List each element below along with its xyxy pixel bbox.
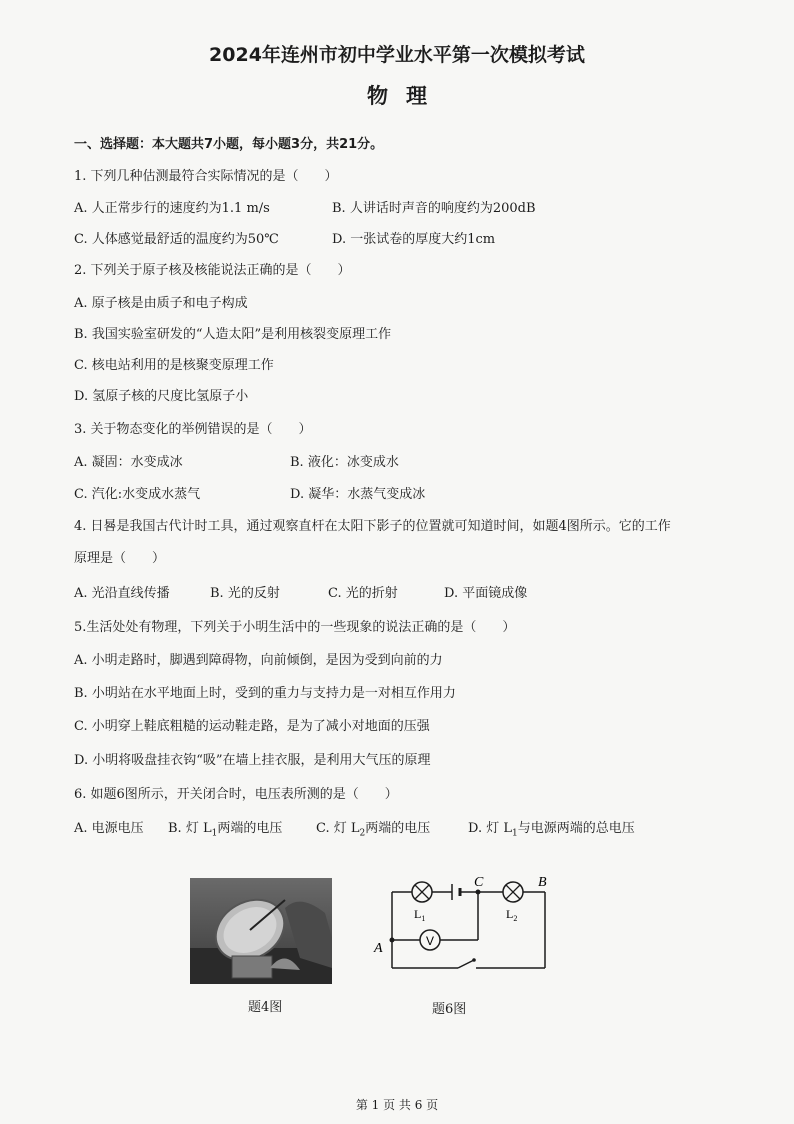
q5-option-a: A. 小明走路时，脚遇到障碍物，向前倾倒，是因为受到向前的力: [74, 653, 443, 668]
q4-option-c: C. 光的折射: [328, 586, 398, 601]
point-b-label: B: [538, 875, 547, 890]
subject-title: 物理: [367, 84, 445, 108]
voltmeter-label: V: [425, 934, 435, 948]
q2-option-c: C. 核电站利用的是核聚变原理工作: [74, 358, 274, 373]
switch-symbol: [472, 958, 476, 962]
junction-a: [390, 938, 395, 943]
q6-stem: 6. 如题6图所示，开关闭合时，电压表所测的是（ ）: [74, 787, 398, 802]
q6-option-c: C. 灯 $L_2$两端的电压: [316, 821, 431, 839]
point-c-label: C: [474, 875, 484, 890]
point-a-label: A: [374, 941, 383, 956]
q5-option-c: C. 小明穿上鞋底粗糙的运动鞋走路，是为了减小对地面的压强: [74, 719, 430, 734]
junction-c: [476, 890, 481, 895]
q5-option-d: D. 小明将吸盘挂衣钩“吸”在墙上挂衣服，是利用大气压的原理: [74, 753, 431, 768]
q4-stem-line2: 原理是（ ）: [74, 551, 166, 566]
q3-option-b: B. 液化：冰变成水: [290, 455, 399, 470]
l1-label: $L_1$: [414, 907, 426, 923]
battery-symbol: [452, 884, 460, 900]
section-heading: 一、选择题：本大题共7小题，每小题3分，共21分。: [74, 137, 384, 152]
q1-option-a: A. 人正常步行的速度约为1.1 m/s: [74, 201, 270, 216]
voltmeter-symbol: [420, 930, 440, 950]
q2-option-a: A. 原子核是由质子和电子构成: [74, 296, 248, 311]
q3-option-c: C. 汽化:水变成水蒸气: [74, 487, 201, 502]
q6-option-b: B. 灯 $L_1$两端的电压: [168, 821, 283, 839]
q1-option-b: B. 人讲话时声音的响度约为200dB: [332, 201, 536, 216]
figure-4-caption: 题4图: [248, 1000, 283, 1015]
q5-option-b: B. 小明站在水平地面上时，受到的重力与支持力是一对相互作用力: [74, 686, 456, 701]
exam-title: 2024年连州市初中学业水平第一次模拟考试: [209, 44, 585, 66]
q2-option-b: B. 我国实验室研发的“人造太阳”是利用核裂变原理工作: [74, 327, 392, 342]
page-footer: 第 1 页 共 6 页: [355, 1098, 439, 1112]
lamp-l2-symbol: [503, 882, 523, 902]
q2-stem: 2. 下列关于原子核及核能说法正确的是（ ）: [74, 263, 351, 278]
q6-option-a: A. 电源电压: [74, 821, 144, 836]
q4-option-d: D. 平面镜成像: [444, 586, 528, 601]
sundial-photo: [190, 878, 332, 984]
lamp-l1-symbol: [412, 882, 432, 902]
q6-option-d: D. 灯 $L_1$与电源两端的总电压: [468, 821, 635, 839]
q3-option-a: A. 凝固：水变成冰: [74, 455, 183, 470]
q2-option-d: D. 氢原子核的尺度比氢原子小: [74, 389, 249, 404]
q3-stem: 3. 关于物态变化的举例错误的是（ ）: [74, 422, 312, 437]
q4-option-a: A. 光沿直线传播: [74, 586, 170, 601]
q1-option-d: D. 一张试卷的厚度大约1cm: [332, 232, 496, 247]
q4-option-b: B. 光的反射: [210, 586, 280, 601]
l2-label: $L_2$: [506, 907, 518, 923]
circuit-diagram: [370, 872, 570, 992]
q5-stem: 5.生活处处有物理，下列关于小明生活中的一些现象的说法正确的是（ ）: [74, 620, 516, 635]
q1-option-c: C. 人体感觉最舒适的温度约为50℃: [74, 232, 279, 247]
q1-stem: 1. 下列几种估测最符合实际情况的是（ ）: [74, 169, 338, 184]
q4-stem-line1: 4. 日晷是我国古代计时工具，通过观察直杆在太阳下影子的位置就可知道时间，如题4图所示。它的工作: [74, 519, 671, 534]
figure-6-caption: 题6图: [432, 1002, 467, 1017]
q3-option-d: D. 凝华：水蒸气变成冰: [290, 487, 426, 502]
